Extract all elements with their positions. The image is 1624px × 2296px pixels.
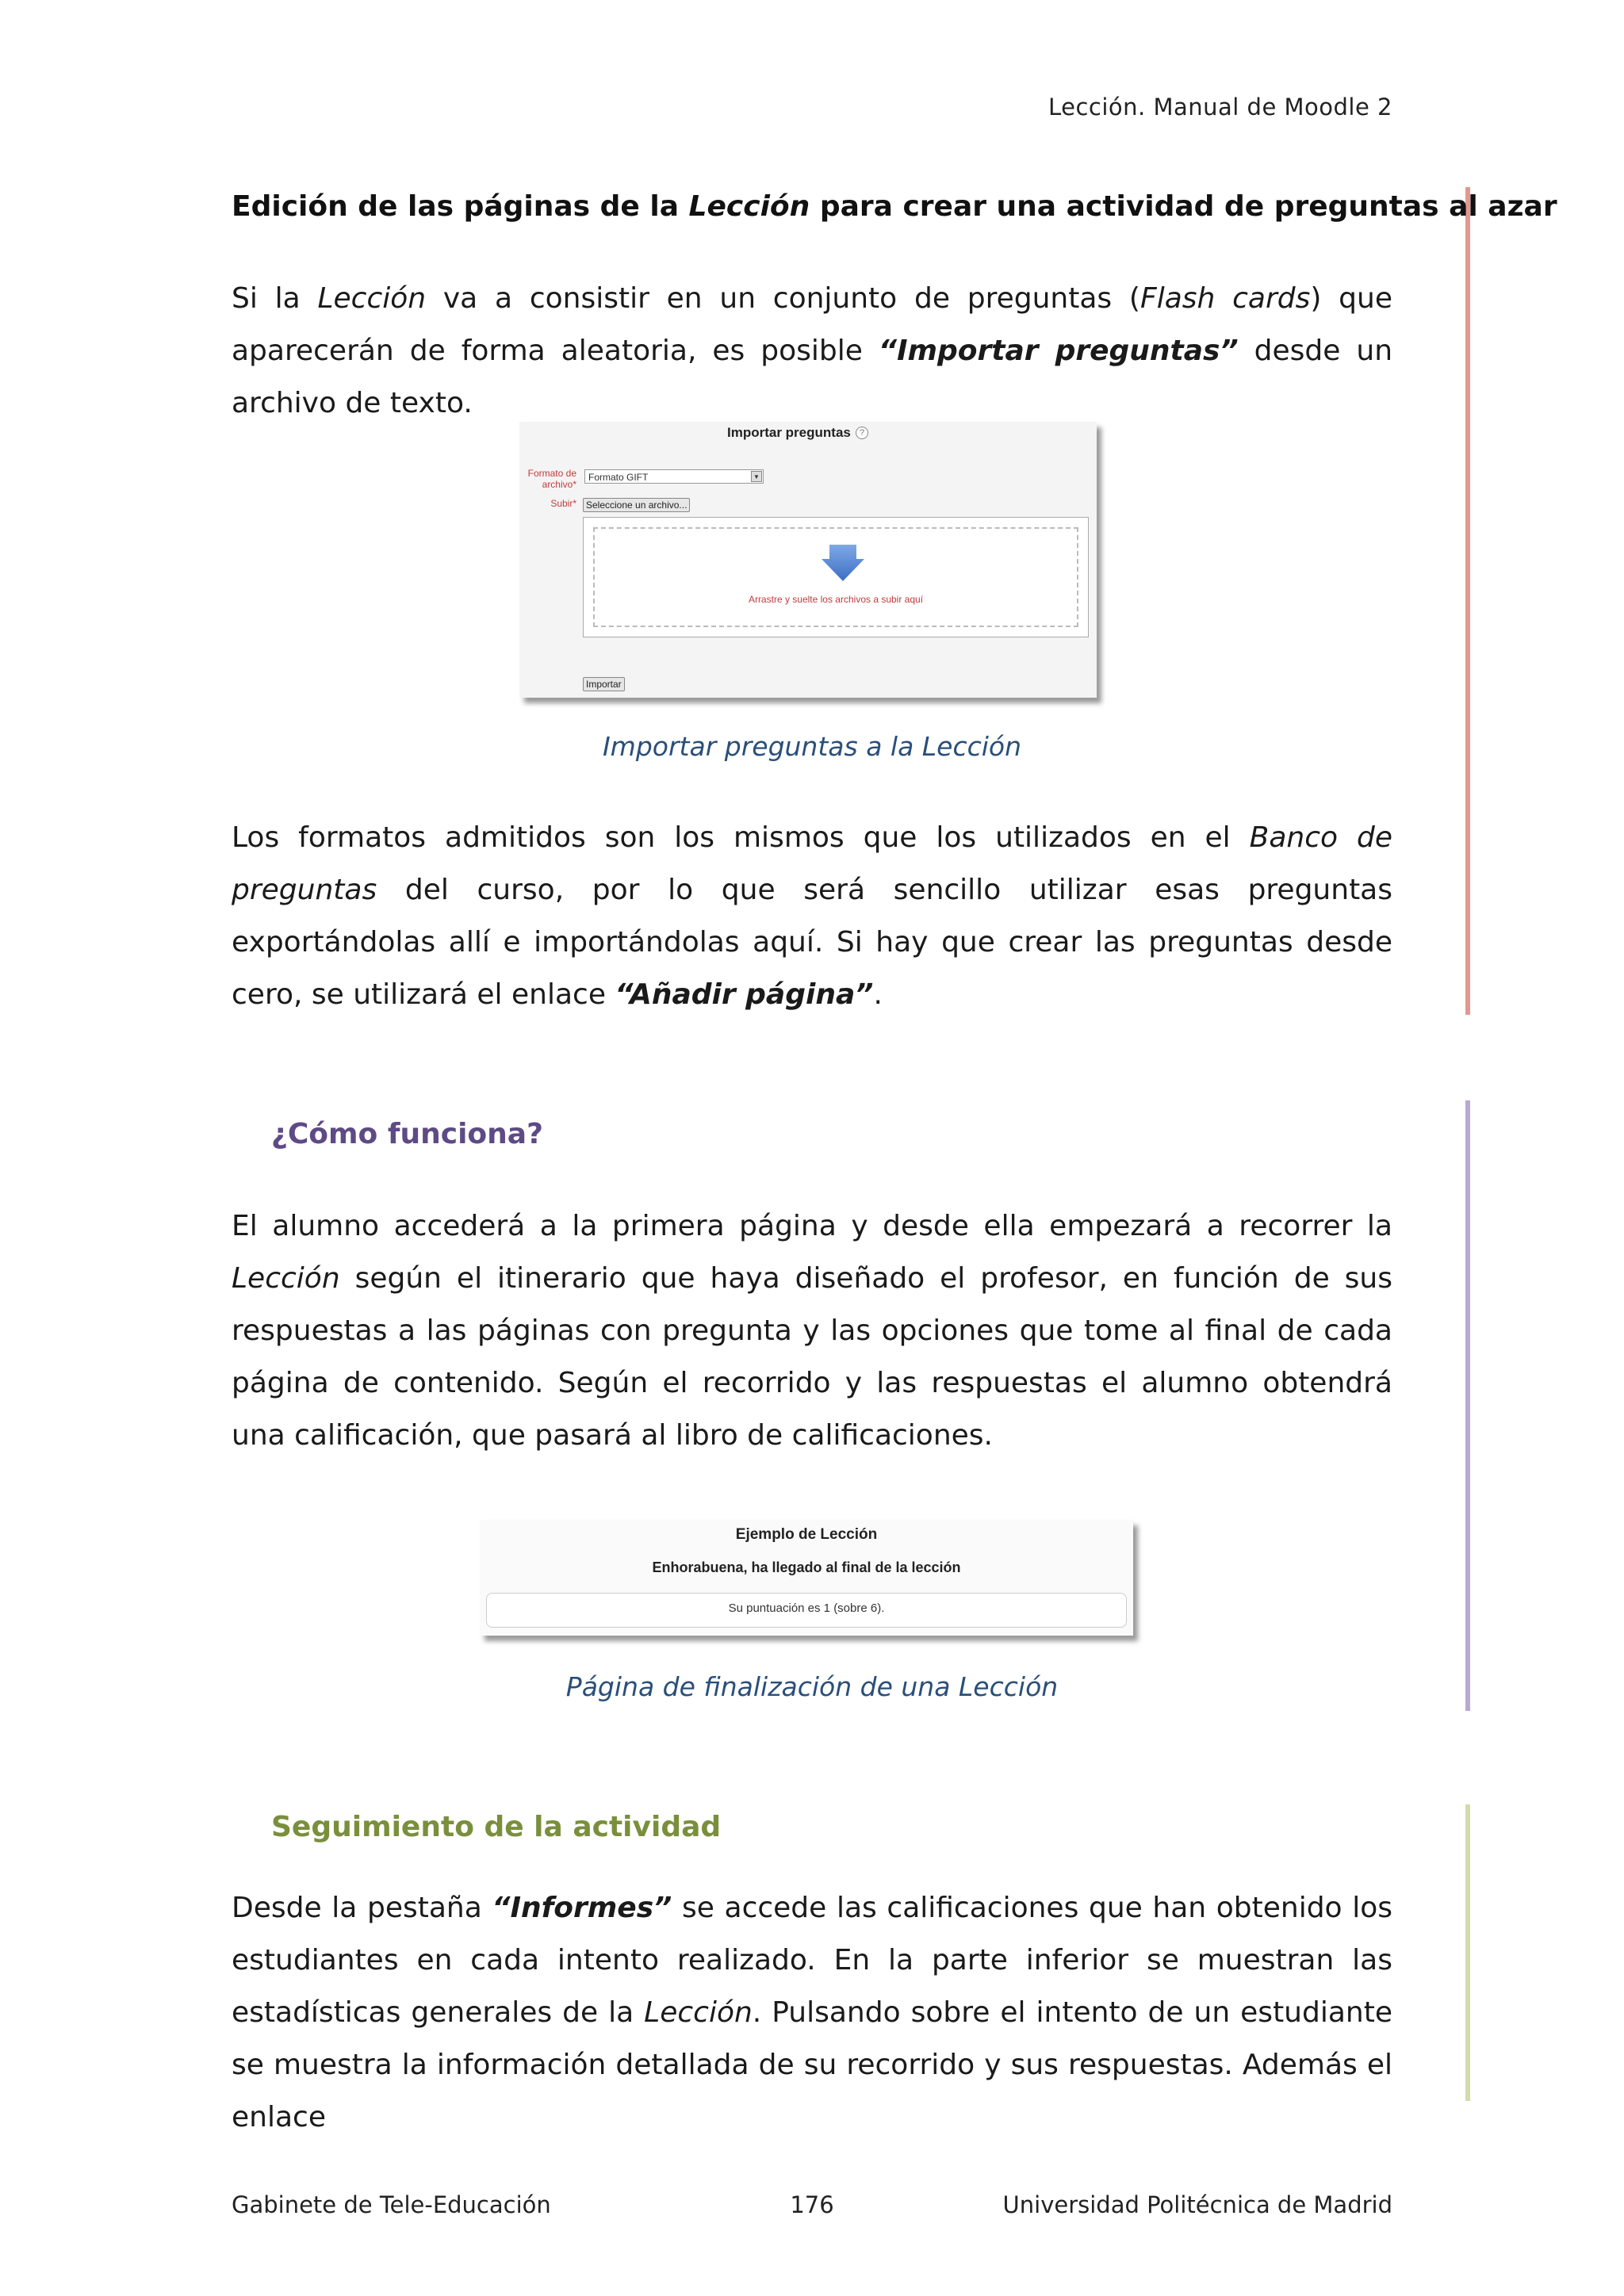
tracking-paragraph: Desde la pestaña “Informes” se accede las calificaciones que han obtenido los estudiantes en cada intento realizado. En la parte inferior se muestran las estadísticas generales de la Lección. Pulsando sobre el intento de un estudiante se muestra la información detallada de su recorrido y sus respuestas. Además el enlace bbox=[232, 1892, 1393, 2133]
footer-right: Universidad Politécnica de Madrid bbox=[1002, 2191, 1392, 2218]
lesson-end-screenshot bbox=[480, 1520, 1133, 1636]
footer-left: Gabinete de Tele-Educación bbox=[232, 2191, 551, 2218]
caption-import: Importar preguntas a la Lección bbox=[602, 731, 1022, 762]
drop-instructions: Arrastre y suelte los archivos a subir aquí bbox=[748, 594, 924, 605]
help-icon[interactable]: ? bbox=[856, 427, 868, 439]
score-box bbox=[486, 1593, 1127, 1628]
import-button[interactable]: Importar bbox=[583, 677, 625, 691]
format-label: Formato de archivo* bbox=[527, 468, 576, 490]
choose-file-button[interactable]: Seleccione un archivo... bbox=[583, 498, 690, 512]
file-dropzone[interactable] bbox=[583, 517, 1089, 637]
running-header: Lección. Manual de Moodle 2 bbox=[1048, 94, 1392, 121]
section-bar-1 bbox=[1465, 187, 1470, 1015]
section-heading-como-funciona: ¿Cómo funciona? bbox=[271, 1118, 543, 1150]
section-heading-seguimiento: Seguimiento de la actividad bbox=[271, 1811, 722, 1843]
formats-paragraph: Los formatos admitidos son los mismos que los utilizados en el Banco de preguntas del curso, por lo que será sencillo utilizar esas preguntas exportándolas allí e importándolas aquí. Si hay que crear las preguntas desde cero, se utilizará el enlace “Añadir página”. bbox=[232, 821, 1392, 1011]
page-number: 176 bbox=[790, 2191, 834, 2218]
caption-finalizacion: Página de finalización de una Lección bbox=[565, 1671, 1059, 1702]
upload-label: Subir* bbox=[550, 498, 576, 509]
how-it-works-paragraph: El alumno accederá a la primera página y desde ella empezará a recorrer la Lección según el itinerario que haya diseñado el profesor, en función de sus respuestas a las páginas con pregunta y las opciones que tome al final de cada página de contenido. Según el recorrido y las respuestas el alumno obtendrá una calificación, que pasará al libro de calificaciones. bbox=[232, 1210, 1392, 1452]
format-select[interactable] bbox=[584, 469, 764, 484]
lesson-title: Ejemplo de Lección bbox=[735, 1526, 878, 1543]
format-value: Formato GIFT bbox=[588, 472, 649, 483]
section-bar-2 bbox=[1465, 1100, 1470, 1711]
import-questions-screenshot bbox=[519, 422, 1097, 698]
congrats-message: Enhorabuena, ha llegado al final de la lección bbox=[652, 1559, 961, 1575]
section-bar-3 bbox=[1465, 1804, 1470, 2101]
section-heading-edicion: Edición de las páginas de la Lección para crear una actividad de preguntas al azar bbox=[232, 190, 1557, 223]
score-text: Su puntuación es 1 (sobre 6). bbox=[728, 1601, 885, 1615]
import-title: Importar preguntas bbox=[727, 425, 851, 440]
download-arrow-icon bbox=[822, 545, 864, 581]
intro-paragraph: Si la Lección va a consistir en un conjunto de preguntas (Flash cards) que aparecerán de forma aleatoria, es posible “Importar preguntas” desde un archivo de texto. bbox=[232, 282, 1393, 419]
chevron-down-icon[interactable]: ▼ bbox=[751, 471, 762, 482]
